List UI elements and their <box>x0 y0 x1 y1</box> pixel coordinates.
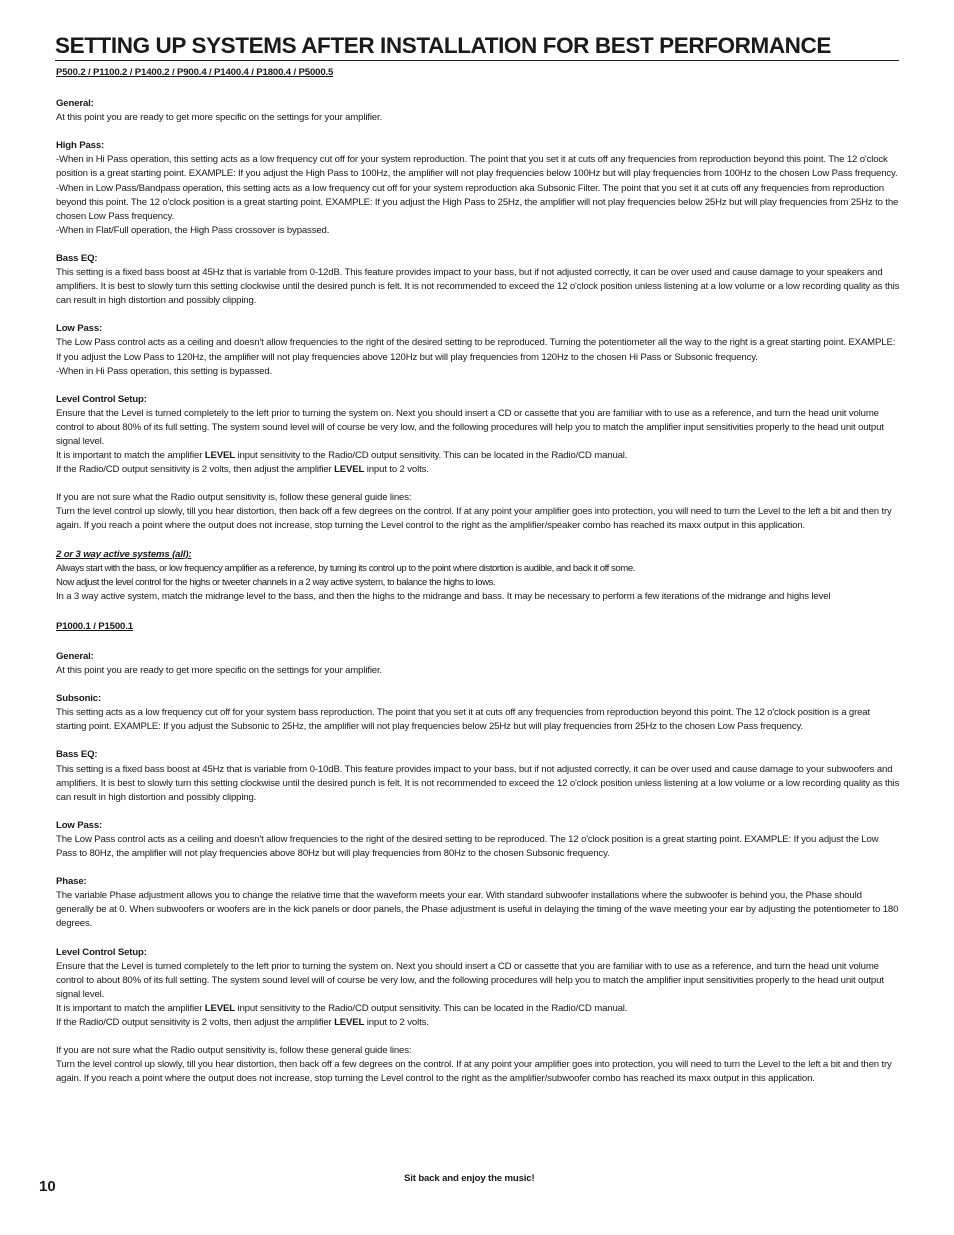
general-text: At this point you are ready to get more specific on the settings for your amplifier. <box>56 112 383 124</box>
section-title-bass-eq-mono: Bass EQ: <box>56 749 98 761</box>
section-title-low-pass: Low Pass: <box>56 323 103 335</box>
level-keyword: LEVEL <box>334 464 365 476</box>
section-high-pass <box>56 139 901 238</box>
section-low-pass-mono <box>56 819 901 861</box>
level-keyword: LEVEL <box>204 450 235 462</box>
level-paragraph-5: Turn the level control up slowly, till you hear distortion, then back off a few degrees on the control. If at any point your amplifier goes into protection, you will need to turn the Level to the left a bit and then try again. If you reach a point where the output does not increase, stop turning the Level control to the right as the amplifier/speaker combo has reached its maxx output in this application. <box>56 506 892 532</box>
section-title-level-control-mono: Level Control Setup: <box>56 946 147 958</box>
low-pass-paragraph-1: The Low Pass control acts as a ceiling and doesn't allow frequencies to the right of the desired setting to be reproduced. Turning the potentiometer all the way to the right is a great starting point. EXAMPLE: If you adjust the Low Pass to 120Hz, the amplifier will not play frequencies above 120Hz but will play frequencies from 120Hz to the chosen Hi Pass or Subsonic frequency. <box>56 337 896 363</box>
level-mono-paragraph-1: Ensure that the Level is turned completely to the left prior to turning the system on. Next you should insert a CD or cassette that you are familiar with to use as a reference, and turn the head unit volume control to about 80% of its full setting. The system sound level will of course be very low, and the following procedures will help you to match the amplifier input sensitivities properly to the head unit output signal level. <box>56 960 884 1000</box>
section-title-phase: Phase: <box>56 876 87 888</box>
general-text-mono: At this point you are ready to get more specific on the settings for your amplifier. <box>56 665 383 677</box>
active-paragraph-1: Always start with the bass, or low frequency amplifier as a reference, by turning its control up to the point where distortion is audible, and back it off some. <box>56 562 635 574</box>
level-paragraph-4: If you are not sure what the Radio output sensitivity is, follow these general guide lines: <box>56 492 412 504</box>
level-text: input to 2 volts. <box>364 464 429 476</box>
section-general <box>56 97 901 125</box>
page-title: SETTING UP SYSTEMS AFTER INSTALLATION FOR BEST PERFORMANCE <box>55 32 899 61</box>
page-number: 10 <box>39 1178 56 1195</box>
low-pass-paragraph-2: -When in Hi Pass operation, this setting is bypassed. <box>56 365 273 377</box>
level-text: input to 2 volts. <box>364 1016 429 1028</box>
model-heading-multichannel: P500.2 / P1100.2 / P1400.2 / P900.4 / P1400.4 / P1800.4 / P5000.5 <box>56 67 334 78</box>
level-mono-paragraph-5: Turn the level control up slowly, till you hear distortion, then back off a few degrees on the control. If at any point your amplifier goes into protection, you will need to turn the Level to the left a bit and then try again. If you reach a point where the output does not increase, stop turning the Level control to the right as the amplifier/subwoofer combo has reached its maxx output in this application. <box>56 1059 892 1085</box>
section-title-active-systems: 2 or 3 way active systems (all): <box>56 548 192 560</box>
high-pass-paragraph-2: -When in Low Pass/Bandpass operation, this setting acts as a low frequency cut off for your system reproduction aka Subsonic Filter. The point that you set it at cuts off any frequencies from reproduction beyond this point. The 12 o'clock position is a great starting point. EXAMPLE: If you adjust the High Pass to 25Hz, the amplifier will not play frequencies below 25Hz but will play frequencies from 25Hz to the chosen Low Pass frequency. <box>56 182 899 222</box>
section-active-systems <box>56 548 901 604</box>
level-text: It is important to match the amplifier <box>56 1002 205 1014</box>
level-text: It is important to match the amplifier <box>56 450 205 462</box>
subsonic-text: This setting acts as a low frequency cut off for your system bass reproduction. The point that you set it at cuts off any frequencies from reproduction beyond this point. The 12 o'clock position is a great starting point. EXAMPLE: If you adjust the Subsonic to 25Hz, the amplifier will not play frequencies below 25Hz but will play frequencies from 25Hz to the chosen Low Pass frequency. <box>56 707 871 733</box>
high-pass-paragraph-1: -When in Hi Pass operation, this setting acts as a low frequency cut off for your system reproduction. The point that you set it at cuts off any frequencies from reproduction beyond this point. The 12 o'clock position is a great starting point. EXAMPLE: If you adjust the High Pass to 100Hz, the amplifier will not play frequencies below 100Hz but will play frequencies from 100Hz to the chosen Low Pass frequency. <box>56 154 898 180</box>
bass-eq-text: This setting is a fixed bass boost at 45Hz that is variable from 0-12dB. This feature provides impact to your bass, but if not adjusted correctly, it can be over used and cause damage to your speakers and amplifiers. It is best to slowly turn this setting clockwise until the desired punch is felt. It is not recommended to exceed the 12 o'clock position unless listening at a low volume or a low recording quality as this can result in high distortion and possibly clipping. <box>56 267 900 307</box>
bass-eq-text-mono: This setting is a fixed bass boost at 45Hz that is variable from 0-10dB. This feature provides impact to your bass, but if not adjusted correctly, it can be over used and cause damage to your subwoofers and amplifiers. It is best to slowly turn this setting clockwise until the desired punch is felt. It is not recommended to exceed the 12 o'clock position unless listening at a low volume or a low recording quality as this can result in high distortion and possibly clipping. <box>56 763 900 803</box>
level-mono-paragraph-3 <box>56 1016 901 1030</box>
level-text: If the Radio/CD output sensitivity is 2 volts, then adjust the amplifier <box>56 464 335 476</box>
section-title-level-control: Level Control Setup: <box>56 393 147 405</box>
section-level-control <box>56 393 901 534</box>
level-paragraph-3 <box>56 463 901 477</box>
section-low-pass <box>56 322 901 378</box>
level-text: input sensitivity to the Radio/CD output sensitivity. This can be located in the Radio/CD manual. <box>234 1002 628 1014</box>
section-title-high-pass: High Pass: <box>56 140 105 152</box>
level-keyword: LEVEL <box>334 1016 365 1028</box>
level-keyword: LEVEL <box>204 1002 235 1014</box>
level-text: input sensitivity to the Radio/CD output sensitivity. This can be located in the Radio/CD manual. <box>234 450 628 462</box>
model-heading-mono: P1000.1 / P1500.1 <box>56 620 133 632</box>
level-paragraph-1: Ensure that the Level is turned completely to the left prior to turning the system on. Next you should insert a CD or cassette that you are familiar with to use as a reference, and turn the head unit volume control to about 80% of its full setting. The system sound level will of course be very low, and the following procedures will help you to match the amplifier input sensitivities properly to the head unit output signal level. <box>56 407 884 447</box>
level-mono-paragraph-2 <box>56 1002 901 1016</box>
section-title-general: General: <box>56 98 94 110</box>
active-paragraph-2: Now adjust the level control for the highs or tweeter channels in a 2 way active system, to balance the highs to lows. <box>56 576 496 588</box>
active-paragraph-3: In a 3 way active system, match the midrange level to the bass, and then the highs to the midrange and bass. It may be necessary to perform a few iterations of the midrange and highs level <box>56 590 831 602</box>
section-title-low-pass-mono: Low Pass: <box>56 819 103 831</box>
section-bass-eq-mono <box>56 748 901 804</box>
section-general-mono <box>56 650 901 678</box>
footer-tagline: Sit back and enjoy the music! <box>404 1173 535 1184</box>
section-bass-eq <box>56 252 901 308</box>
level-paragraph-2 <box>56 449 901 463</box>
phase-text: The variable Phase adjustment allows you to change the relative time that the waveform meets your ear. With standard subwoofer installations where the subwoofer is behind you, the Phase should generally be at 0. When subwoofers or woofers are in the kick panels or door panels, the Phase adjustment is useful in delaying the timing of the wave meeting your ear by adjusting the potentiometer to 180 degrees. <box>56 890 899 930</box>
section-phase <box>56 875 901 931</box>
level-mono-paragraph-4: If you are not sure what the Radio output sensitivity is, follow these general guide lines: <box>56 1045 412 1057</box>
section-title-general-mono: General: <box>56 651 94 662</box>
section-subsonic <box>56 692 901 734</box>
document-body <box>56 66 901 1086</box>
section-title-subsonic: Subsonic: <box>56 693 102 705</box>
section-level-control-mono <box>56 946 901 1087</box>
high-pass-paragraph-3: -When in Flat/Full operation, the High Pass crossover is bypassed. <box>56 224 330 236</box>
low-pass-text-mono: The Low Pass control acts as a ceiling and doesn't allow frequencies to the right of the desired setting to be reproduced. The 12 o'clock position is a great starting point. EXAMPLE: If you adjust the Low Pass to 80Hz, the amplifier will not play frequencies above 80Hz but will play frequencies from 80Hz to the chosen Subsonic frequency. <box>56 833 879 860</box>
section-title-bass-eq: Bass EQ: <box>56 252 98 264</box>
section-mono-models <box>56 620 901 634</box>
level-text: If the Radio/CD output sensitivity is 2 volts, then adjust the amplifier <box>56 1016 335 1028</box>
